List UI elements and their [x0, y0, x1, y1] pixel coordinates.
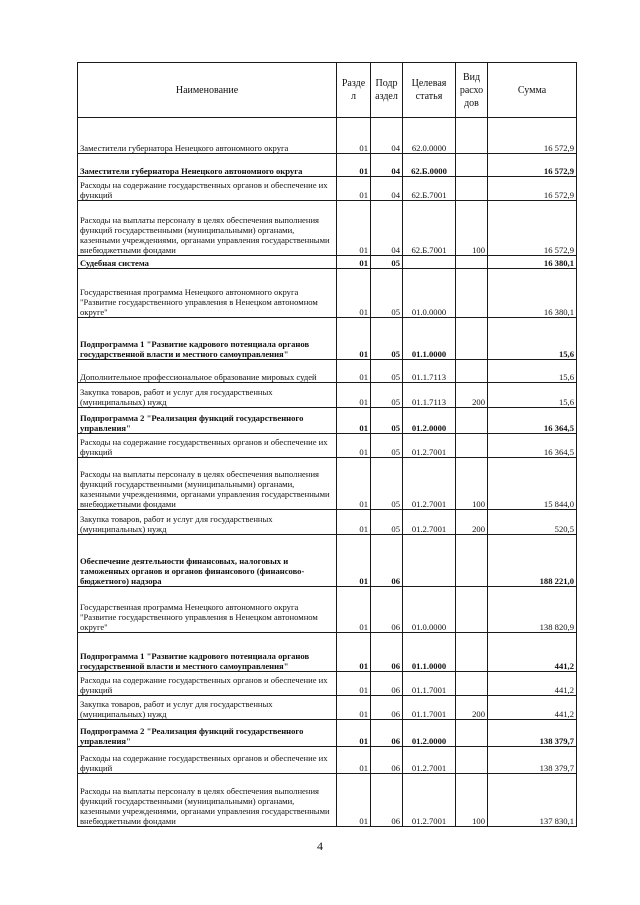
row-target: 01.2.7001 [403, 747, 456, 774]
row-section: 01 [337, 408, 371, 434]
row-section: 01 [337, 434, 371, 458]
row-section: 01 [337, 383, 371, 408]
table-row [78, 408, 577, 434]
row-sum: 16 572,9 [488, 154, 577, 177]
row-section: 01 [337, 360, 371, 383]
row-sum: 188 221,0 [488, 535, 577, 587]
table-row [78, 383, 577, 408]
row-target: 62.Б.0000 [403, 154, 456, 177]
row-target: 62.Б.7001 [403, 177, 456, 201]
row-sum: 138 820,9 [488, 587, 577, 633]
header-sum: Сумма [488, 63, 577, 118]
row-sum: 16 364,5 [488, 408, 577, 434]
row-name: Закупка товаров, работ и услуг для государственных (муниципальных) нужд [78, 510, 337, 535]
table-row [78, 360, 577, 383]
row-section: 01 [337, 535, 371, 587]
row-section: 01 [337, 177, 371, 201]
row-target: 62.Б.7001 [403, 201, 456, 256]
row-subsection: 06 [371, 774, 403, 827]
row-section: 01 [337, 587, 371, 633]
row-type [456, 633, 488, 672]
row-name: Государственная программа Ненецкого автономного округа "Развитие государственного управления в Ненецком автономном округе" [78, 587, 337, 633]
row-target [403, 535, 456, 587]
row-section: 01 [337, 318, 371, 360]
header-target-article: Целевая статья [403, 63, 456, 118]
row-subsection: 05 [371, 458, 403, 510]
row-type: 200 [456, 696, 488, 720]
table-row [78, 154, 577, 177]
budget-table [77, 62, 577, 827]
table-row [78, 510, 577, 535]
row-subsection: 05 [371, 510, 403, 535]
row-sum: 441,2 [488, 633, 577, 672]
row-type [456, 672, 488, 696]
row-subsection: 04 [371, 118, 403, 154]
row-type [456, 269, 488, 318]
row-target: 01.1.7001 [403, 696, 456, 720]
table-row [78, 774, 577, 827]
row-type [456, 720, 488, 747]
row-target: 01.1.0000 [403, 633, 456, 672]
row-type [456, 118, 488, 154]
row-name: Расходы на выплаты персоналу в целях обеспечения выполнения функций государственными (муниципальными) органами, казенными учреждениями, органами управления государственными внебюджетными фондами [78, 774, 337, 827]
row-target: 01.0.0000 [403, 587, 456, 633]
row-name: Заместители губернатора Ненецкого автономного округа [78, 118, 337, 154]
row-subsection: 05 [371, 434, 403, 458]
row-subsection: 06 [371, 633, 403, 672]
row-name: Расходы на выплаты персоналу в целях обеспечения выполнения функций государственными (муниципальными) органами, казенными учреждениями, органами управления государственными внебюджетными фондами [78, 201, 337, 256]
row-target: 62.0.0000 [403, 118, 456, 154]
row-subsection: 04 [371, 177, 403, 201]
row-type [456, 587, 488, 633]
row-subsection: 06 [371, 696, 403, 720]
row-sum: 138 379,7 [488, 720, 577, 747]
table-row [78, 434, 577, 458]
row-sum: 16 364,5 [488, 434, 577, 458]
table-row [78, 256, 577, 269]
table-row [78, 318, 577, 360]
row-section: 01 [337, 510, 371, 535]
row-subsection: 04 [371, 154, 403, 177]
header-subsection: Подр аздел [371, 63, 403, 118]
row-name: Подпрограмма 2 "Реализация функций государственного управления" [78, 408, 337, 434]
table-row [78, 118, 577, 154]
row-section: 01 [337, 269, 371, 318]
table-row [78, 720, 577, 747]
row-type: 100 [456, 201, 488, 256]
row-sum: 15 844,0 [488, 458, 577, 510]
table-row [78, 672, 577, 696]
table-row [78, 587, 577, 633]
row-section: 01 [337, 696, 371, 720]
row-target: 01.2.7001 [403, 434, 456, 458]
row-section: 01 [337, 747, 371, 774]
row-subsection: 06 [371, 672, 403, 696]
row-target: 01.1.7113 [403, 383, 456, 408]
row-name: Закупка товаров, работ и услуг для государственных (муниципальных) нужд [78, 383, 337, 408]
header-section: Разде л [337, 63, 371, 118]
row-section: 01 [337, 774, 371, 827]
row-type [456, 154, 488, 177]
row-sum: 15,6 [488, 360, 577, 383]
row-target: 01.0.0000 [403, 269, 456, 318]
row-sum: 16 572,9 [488, 201, 577, 256]
table-row [78, 201, 577, 256]
row-target: 01.2.7001 [403, 458, 456, 510]
row-target: 01.2.0000 [403, 408, 456, 434]
row-type: 200 [456, 510, 488, 535]
row-section: 01 [337, 154, 371, 177]
row-subsection: 05 [371, 383, 403, 408]
row-target: 01.2.0000 [403, 720, 456, 747]
row-name: Закупка товаров, работ и услуг для государственных (муниципальных) нужд [78, 696, 337, 720]
row-section: 01 [337, 118, 371, 154]
row-target: 01.1.7113 [403, 360, 456, 383]
row-subsection: 04 [371, 201, 403, 256]
row-subsection: 06 [371, 747, 403, 774]
row-type [456, 747, 488, 774]
row-subsection: 05 [371, 269, 403, 318]
page-number: 4 [317, 839, 323, 853]
table-row [78, 535, 577, 587]
row-sum: 16 380,1 [488, 269, 577, 318]
row-target: 01.1.0000 [403, 318, 456, 360]
row-section: 01 [337, 720, 371, 747]
table-row [78, 747, 577, 774]
row-name: Подпрограмма 1 "Развитие кадрового потенциала органов государственной власти и местного самоуправления" [78, 318, 337, 360]
row-subsection: 06 [371, 587, 403, 633]
row-target: 01.1.7001 [403, 672, 456, 696]
row-sum: 16 380,1 [488, 256, 577, 269]
row-name: Расходы на содержание государственных органов и обеспечение их функций [78, 434, 337, 458]
row-sum: 15,6 [488, 318, 577, 360]
table-row [78, 696, 577, 720]
row-section: 01 [337, 672, 371, 696]
row-subsection: 06 [371, 535, 403, 587]
row-name: Дополнительное профессиональное образование мировых судей [78, 360, 337, 383]
row-target: 01.2.7001 [403, 510, 456, 535]
row-name: Государственная программа Ненецкого автономного округа "Развитие государственного управления в Ненецком автономном округе" [78, 269, 337, 318]
row-type: 200 [456, 383, 488, 408]
row-target: 01.2.7001 [403, 774, 456, 827]
row-subsection: 05 [371, 360, 403, 383]
row-type [456, 434, 488, 458]
row-target [403, 256, 456, 269]
row-sum: 441,2 [488, 696, 577, 720]
row-type: 100 [456, 458, 488, 510]
row-name: Обеспечение деятельности финансовых, налоговых и таможенных органов и органов финансового (финансово-бюджетного) надзора [78, 535, 337, 587]
row-subsection: 05 [371, 256, 403, 269]
row-type [456, 360, 488, 383]
row-sum: 441,2 [488, 672, 577, 696]
row-sum: 15,6 [488, 383, 577, 408]
row-subsection: 05 [371, 408, 403, 434]
header-expense-type: Вид расхо дов [456, 63, 488, 118]
row-type [456, 535, 488, 587]
row-sum: 138 379,7 [488, 747, 577, 774]
table-row [78, 633, 577, 672]
row-name: Заместители губернатора Ненецкого автономного округа [78, 154, 337, 177]
row-sum: 520,5 [488, 510, 577, 535]
row-type [456, 408, 488, 434]
row-name: Подпрограмма 1 "Развитие кадрового потенциала органов государственной власти и местного самоуправления" [78, 633, 337, 672]
table-row [78, 458, 577, 510]
row-section: 01 [337, 458, 371, 510]
row-subsection: 05 [371, 318, 403, 360]
row-name: Судебная система [78, 256, 337, 269]
row-type [456, 256, 488, 269]
row-section: 01 [337, 633, 371, 672]
table-row [78, 177, 577, 201]
row-sum: 16 572,9 [488, 118, 577, 154]
row-name: Расходы на содержание государственных органов и обеспечение их функций [78, 177, 337, 201]
table-row [78, 269, 577, 318]
row-name: Подпрограмма 2 "Реализация функций государственного управления" [78, 720, 337, 747]
header-name: Наименование [78, 63, 337, 118]
row-sum: 16 572,9 [488, 177, 577, 201]
row-name: Расходы на содержание государственных органов и обеспечение их функций [78, 747, 337, 774]
row-subsection: 06 [371, 720, 403, 747]
row-section: 01 [337, 201, 371, 256]
row-type [456, 318, 488, 360]
table-header-row [78, 63, 577, 118]
row-type: 100 [456, 774, 488, 827]
row-sum: 137 830,1 [488, 774, 577, 827]
row-name: Расходы на содержание государственных органов и обеспечение их функций [78, 672, 337, 696]
row-type [456, 177, 488, 201]
row-section: 01 [337, 256, 371, 269]
row-name: Расходы на выплаты персоналу в целях обеспечения выполнения функций государственными (муниципальными) органами, казенными учреждениями, органами управления государственными внебюджетными фондами [78, 458, 337, 510]
